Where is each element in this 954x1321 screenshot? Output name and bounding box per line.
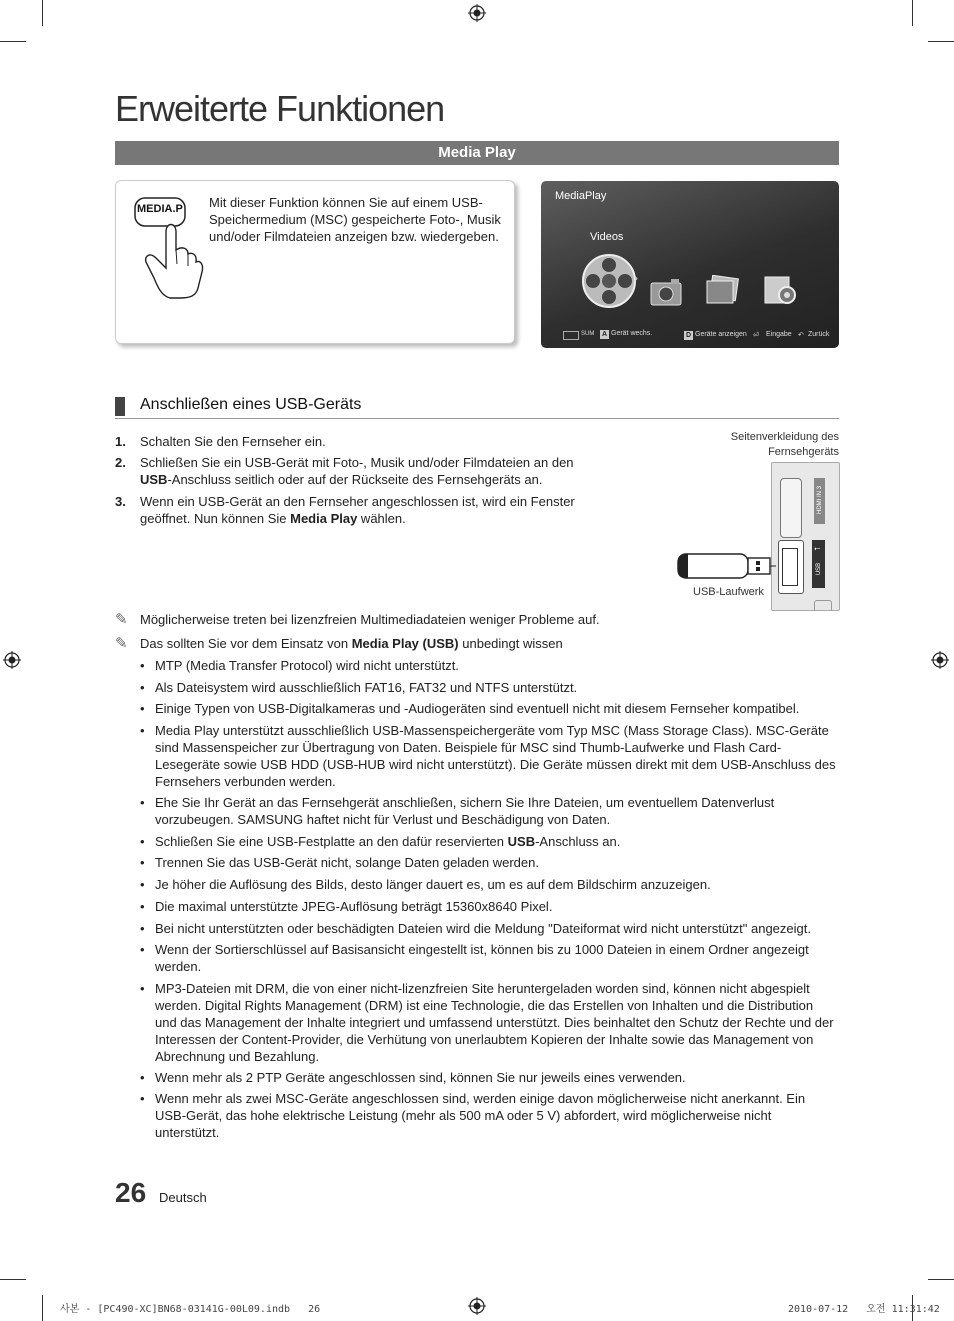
crop-mark [42,1295,43,1321]
step-number: 3. [115,494,126,509]
hdmi-port-label: HDMI IN 3 [817,485,823,514]
music-photo-stack-icon[interactable] [705,275,741,307]
note-pencil-icon: ✎ [115,611,128,628]
bullet-icon: • [140,834,145,849]
usb-symbol-icon: ⭠ [814,544,821,553]
media-p-button-label: MEDIA.P [137,203,183,215]
note-item [115,636,835,654]
screen-title: MediaPlay [555,190,607,202]
crop-mark [928,41,954,42]
list-item [140,920,835,937]
page-number: 26 [115,1177,147,1208]
list-item [140,657,835,674]
list-item-text: Wenn mehr als zwei MSC-Geräte angeschlossen sind, werden einige davon möglicherweise nicht anerkannt. Ein USB-Gerät, das hohe elektrische Leistung (mehr als 500 mA oder 5 V) abfordert, wird möglicherweise nicht unterstützt. [155,1091,806,1140]
list-item [140,980,835,1065]
page-language: Deutsch [159,1190,207,1205]
list-item-text: Als Dateisystem wird ausschließlich FAT16, FAT32 und NTFS unterstützt. [155,680,578,695]
bullet-icon: • [140,981,145,996]
bullet-icon: • [140,921,145,936]
step-number: 1. [115,434,126,449]
usb-device-icon [563,331,579,340]
list-item [140,794,835,828]
bullet-icon: • [140,795,145,810]
tv-side-panel-label: Seitenverkleidung des Fernsehgeräts [730,431,839,458]
list-item-text: Wenn mehr als 2 PTP Geräte angeschlossen sind, können Sie nur jeweils eines verwenden. [155,1070,686,1085]
registration-mark-icon [931,651,949,669]
intro-text: Mit dieser Funktion können Sie auf einem USB-Speichermedium (MSC) gespeicherte Foto-, Musik und/oder Filmdateien anzeigen bzw. wiedergeben. [209,195,501,244]
crop-mark [928,1279,954,1280]
list-item [140,854,835,871]
list-item [140,700,835,717]
step-number: 2. [115,455,126,470]
list-item-text: Je höher die Auflösung des Bilds, desto länger dauert es, um es auf dem Bildschirm anzuzeigen. [155,877,711,892]
usb-port-slot [782,548,798,586]
list-item-text: Die maximal unterstützte JPEG-Auflösung beträgt 15360x8640 Pixel. [155,899,553,914]
key-a-badge: A [601,331,608,338]
list-item [140,833,835,850]
step-text: Schalten Sie den Fernseher ein. [140,434,326,449]
list-item-text: Trennen Sie das USB-Gerät nicht, solange Daten geladen werden. [155,855,539,870]
list-item-text: Einige Typen von USB-Digitalkameras und -Audiogeräten sind eventuell nicht mit diesem Fernseher kompatibel. [155,701,800,716]
note-text: Das sollten Sie vor dem Einsatz von Media Play (USB) unbedingt wissen [140,636,563,651]
back-arrow-icon: ↶ [798,332,804,339]
list-item-text: Bei nicht unterstützten oder beschädigten Dateien wird die Meldung "Dateiformat wird nicht unterstützt" angezeigt. [155,921,811,936]
bullet-icon: • [140,942,145,957]
list-item [140,679,835,696]
bullet-icon: • [140,658,145,673]
bullet-icon: • [140,680,145,695]
list-item-text: MP3-Dateien mit DRM, die von einer nicht-lizenzfreien Site heruntergeladen worden sind, können nicht abgespielt werden. Digital Rights Management (DRM) ist eine Technologie, die das Erstellen von Inhalten und die Distribution und das Management der Inhalte integriert und umfassend unterstützt. Dies beinhaltet den Schutz der Rechte und der Interessen der Content-Provider, die Verhütung von unerlaubtem Kopieren der Inhalte sowie das Management von Abrechnung und Bezahlung. [155,981,834,1064]
photos-camera-icon[interactable] [649,277,683,307]
registration-mark-icon [468,1297,486,1315]
step-text: Schließen Sie ein USB-Gerät mit Foto-, Musik und/oder Filmdateien an den USB-Anschluss seitlich oder auf der Rückseite des Fernsehgeräts an. [140,455,574,487]
list-item [140,941,835,975]
subsection-title: Anschließen eines USB-Geräts [140,396,362,413]
list-item-text: Ehe Sie Ihr Gerät an das Fernsehgerät anschließen, sichern Sie Ihre Dateien, um eventuellem Datenverlust vorzubeugen. SAMSUNG haftet nicht für Verlust und Beschädigung von Daten. [155,795,775,827]
bullet-icon: • [140,877,145,892]
list-item-text: Schließen Sie eine USB-Festplatte an den dafür reservierten USB-Anschluss an. [155,834,621,849]
step-text: Wenn ein USB-Gerät an den Fernseher angeschlossen ist, wird ein Fenster geöffnet. Nun können Sie Media Play wählen. [140,494,575,526]
crop-mark [0,1279,26,1280]
videos-film-reel-icon[interactable] [579,251,639,311]
crop-mark [42,0,43,26]
bullet-icon: • [140,1070,145,1085]
bullet-icon: • [140,899,145,914]
list-item-text: MTP (Media Transfer Protocol) wird nicht unterstützt. [155,658,459,673]
screen-footer-sum: SUM [581,331,595,337]
bullet-icon: • [140,1091,145,1106]
section-title-bar: Media Play [115,141,839,165]
list-item [140,722,835,790]
list-item [140,876,835,893]
mediaplay-screen [541,181,839,348]
registration-mark-icon [468,4,486,22]
registration-mark-icon [3,651,21,669]
key-d-badge: D [685,332,692,339]
step-item [115,454,585,488]
note-item [115,612,835,630]
list-item-text: Wenn der Sortierschlüssel auf Basisansicht eingestellt ist, können bis zu 1000 Dateien in einem Ordner angezeigt werden. [155,942,809,974]
enter-icon: ⏎ [753,332,759,339]
usb-port-label: USB [816,562,822,576]
print-footer-left: 사본 - [PC490-XC]BN68-03141G-00L09.indb 26 [60,1304,321,1315]
heading-marker [115,397,125,416]
subsection-heading [115,396,839,419]
list-item [140,898,835,915]
bullet-icon: • [140,855,145,870]
step-item [115,433,585,450]
screen-footer-show-devices[interactable]: Geräte anzeigen [695,331,747,338]
hdmi-port [780,478,802,538]
crop-mark [0,41,26,42]
note-pencil-icon: ✎ [115,635,128,652]
note-text: Möglicherweise treten bei lizenzfreien Multimediadateien weniger Probleme auf. [140,612,600,627]
settings-gear-icon[interactable] [763,275,799,307]
usb-stick-icon [676,552,776,580]
step-item [115,493,585,527]
page-title: Erweiterte Funktionen [115,88,445,129]
bullet-icon: • [140,723,145,738]
screen-selected-label: Videos [590,231,624,243]
crop-mark [912,0,913,26]
bullet-icon: • [140,701,145,716]
screen-footer-enter[interactable]: Eingabe [766,331,792,338]
list-item-text: Media Play unterstützt ausschließlich USB-Massenspeichergeräte vom Typ MSC (Mass Storage Class). MSC-Geräte sind Massenspeicher zur Übertragung von Daten. Beispiele für MSC sind Thumb-Laufwerke und Flash Card-Lesegeräte sowie USB HDD (USB-HUB wird nicht unterstützt). Die Geräte müssen direkt mit dem USB-Anschluss des Fernsehers verbunden werden. [155,723,836,789]
print-footer-right: 2010-07-12 오전 11:31:42 [788,1304,940,1315]
screen-footer-change-device[interactable]: Gerät wechs. [611,330,653,337]
panel-edge [814,600,832,611]
list-item [140,1090,835,1141]
list-item [140,1069,835,1086]
usb-drive-label: USB-Laufwerk [693,586,764,598]
screen-footer-back[interactable]: Zurück [808,331,830,338]
chevron-right-icon: › [634,271,638,285]
